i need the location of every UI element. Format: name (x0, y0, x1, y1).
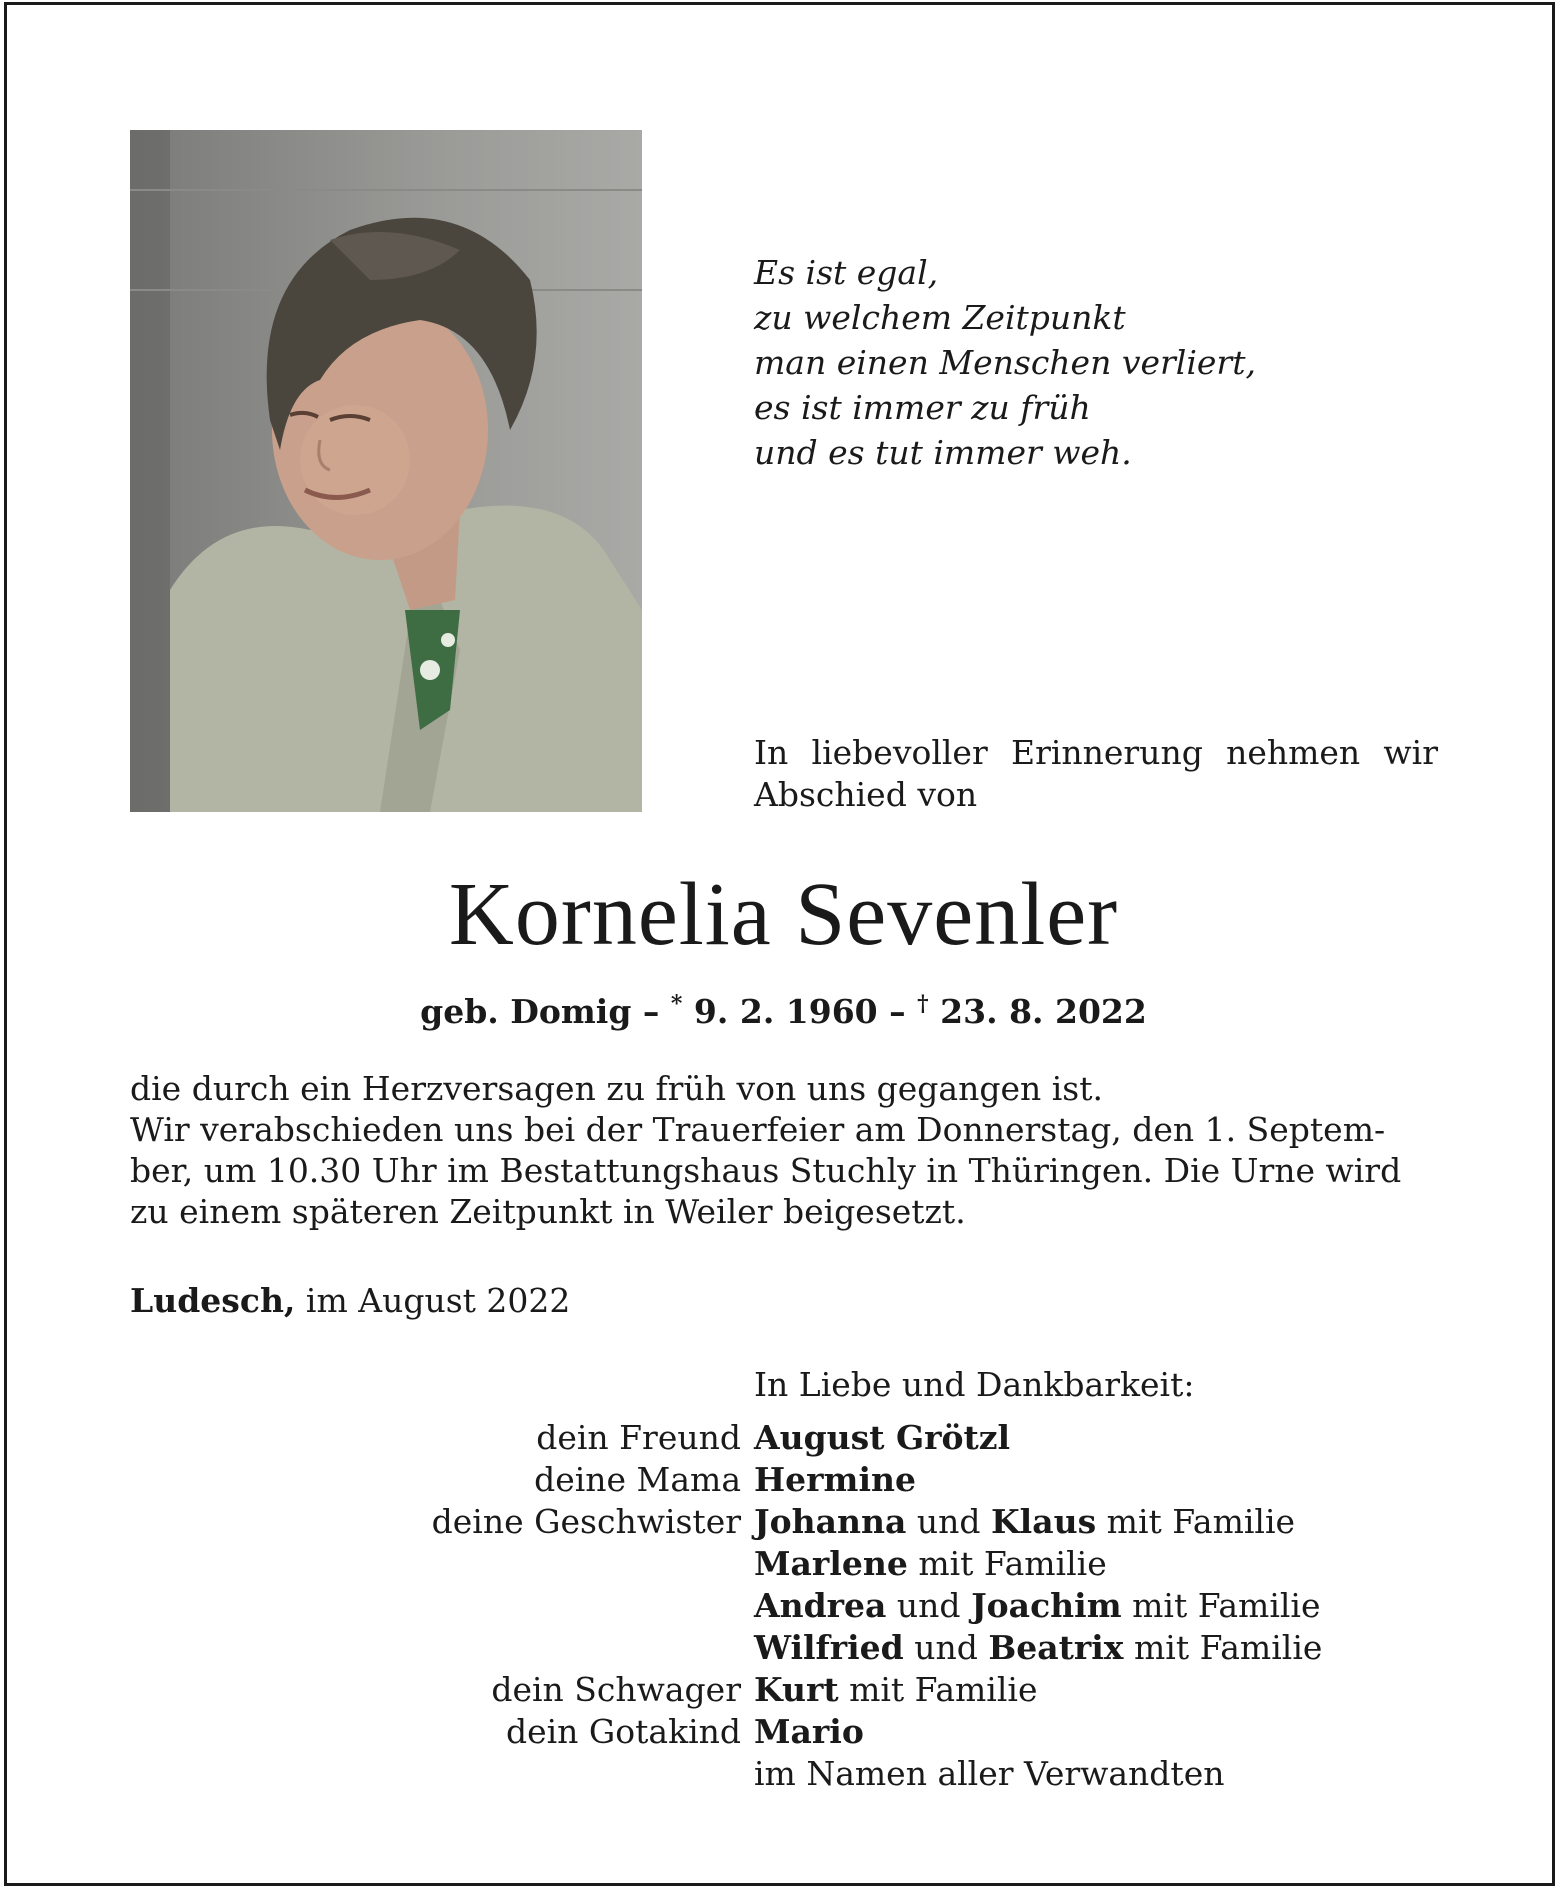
mourner-name: Marlene (754, 1544, 908, 1583)
mourner-names (754, 1543, 1107, 1585)
deceased-name: Kornelia Sevenler (448, 865, 1119, 964)
announcement-text (130, 1068, 1438, 1232)
mourner-row (0, 1753, 1567, 1795)
portrait-photo (130, 130, 642, 812)
mourner-row (0, 1459, 1567, 1501)
separator: – (889, 992, 906, 1031)
intro-text: In liebevoller Erinnerung nehmen wir Abschied von (754, 733, 1438, 814)
mourner-name: Klaus (991, 1502, 1097, 1541)
mourner-name: Hermine (754, 1460, 917, 1499)
mourner-name: Joachim (971, 1586, 1122, 1625)
place-date (130, 1280, 570, 1322)
mourner-name: August Grötzl (754, 1418, 1011, 1457)
poem-line: es ist immer zu früh (754, 388, 1091, 427)
mourner-row (0, 1417, 1567, 1459)
mourner-name: Johanna (754, 1502, 907, 1541)
mourner-names (754, 1417, 1010, 1459)
mourner-relation: dein Freund (536, 1418, 741, 1457)
mourner-connector: und (903, 1628, 989, 1667)
mourner-name: Mario (754, 1712, 864, 1751)
death-symbol: † (917, 991, 929, 1017)
birth-date: 9. 2. 1960 (693, 992, 878, 1031)
mourner-names (754, 1711, 864, 1753)
mourner-name: Andrea (754, 1586, 887, 1625)
mourner-connector: mit Familie (1096, 1502, 1296, 1541)
mourner-names (754, 1459, 916, 1501)
separator: – (642, 992, 660, 1031)
mourner-name: Beatrix (988, 1628, 1124, 1667)
mourner-row (0, 1585, 1567, 1627)
mourner-connector: und (886, 1586, 972, 1625)
mourner-row (0, 1627, 1567, 1669)
mourner-connector: mit Familie (1121, 1586, 1321, 1625)
mourner-row (0, 1711, 1567, 1753)
birth-name: geb. Domig (420, 992, 632, 1031)
mourner-relation: dein Gotakind (505, 1712, 741, 1751)
poem-line: man einen Menschen verliert, (754, 343, 1256, 382)
mourner-names (754, 1627, 1322, 1669)
mourner-name: Kurt (754, 1670, 839, 1709)
mourners-list (0, 1417, 1567, 1795)
mourner-row (0, 1669, 1567, 1711)
mourner-connector: und (906, 1502, 991, 1541)
mourner-names (754, 1585, 1321, 1627)
death-date: 23. 8. 2022 (940, 992, 1147, 1031)
text-line: zu einem späteren Zeitpunkt in Weiler beigesetzt. (130, 1192, 966, 1231)
birth-symbol: * (670, 991, 683, 1017)
text-line: Wir verabschieden uns bei der Trauerfeier am Donnerstag, den 1. Septem- (130, 1110, 1386, 1149)
mourner-row (0, 1543, 1567, 1585)
text-line: ber, um 10.30 Uhr im Bestattungshaus Stuchly in Thüringen. Die Urne wird (130, 1151, 1402, 1190)
poem-line: Es ist egal, (754, 253, 939, 292)
mourner-name: Wilfried (754, 1628, 904, 1667)
mourner-connector: im Namen aller Verwandten (754, 1754, 1225, 1793)
mourner-row (0, 1501, 1567, 1543)
mourner-names (754, 1753, 1224, 1795)
town: Ludesch, (130, 1281, 296, 1320)
mourner-connector: mit Familie (1123, 1628, 1323, 1667)
mourner-names (754, 1501, 1295, 1543)
mourner-connector: mit Familie (838, 1670, 1038, 1709)
life-dates (0, 982, 1567, 1034)
thanks-heading: In Liebe und Dankbarkeit: (754, 1365, 1195, 1404)
mourner-relation: deine Mama (534, 1460, 741, 1499)
mourner-relation: dein Schwager (491, 1670, 741, 1709)
poem (754, 250, 1256, 475)
poem-line: zu welchem Zeitpunkt (754, 298, 1126, 337)
mourner-relation: deine Geschwister (431, 1502, 741, 1541)
text-line: die durch ein Herzversagen zu früh von uns gegangen ist. (130, 1069, 1103, 1108)
mourner-connector: mit Familie (907, 1544, 1107, 1583)
mourner-names (754, 1669, 1038, 1711)
poem-line: und es tut immer weh. (754, 433, 1132, 472)
month-year: im August 2022 (305, 1281, 571, 1320)
